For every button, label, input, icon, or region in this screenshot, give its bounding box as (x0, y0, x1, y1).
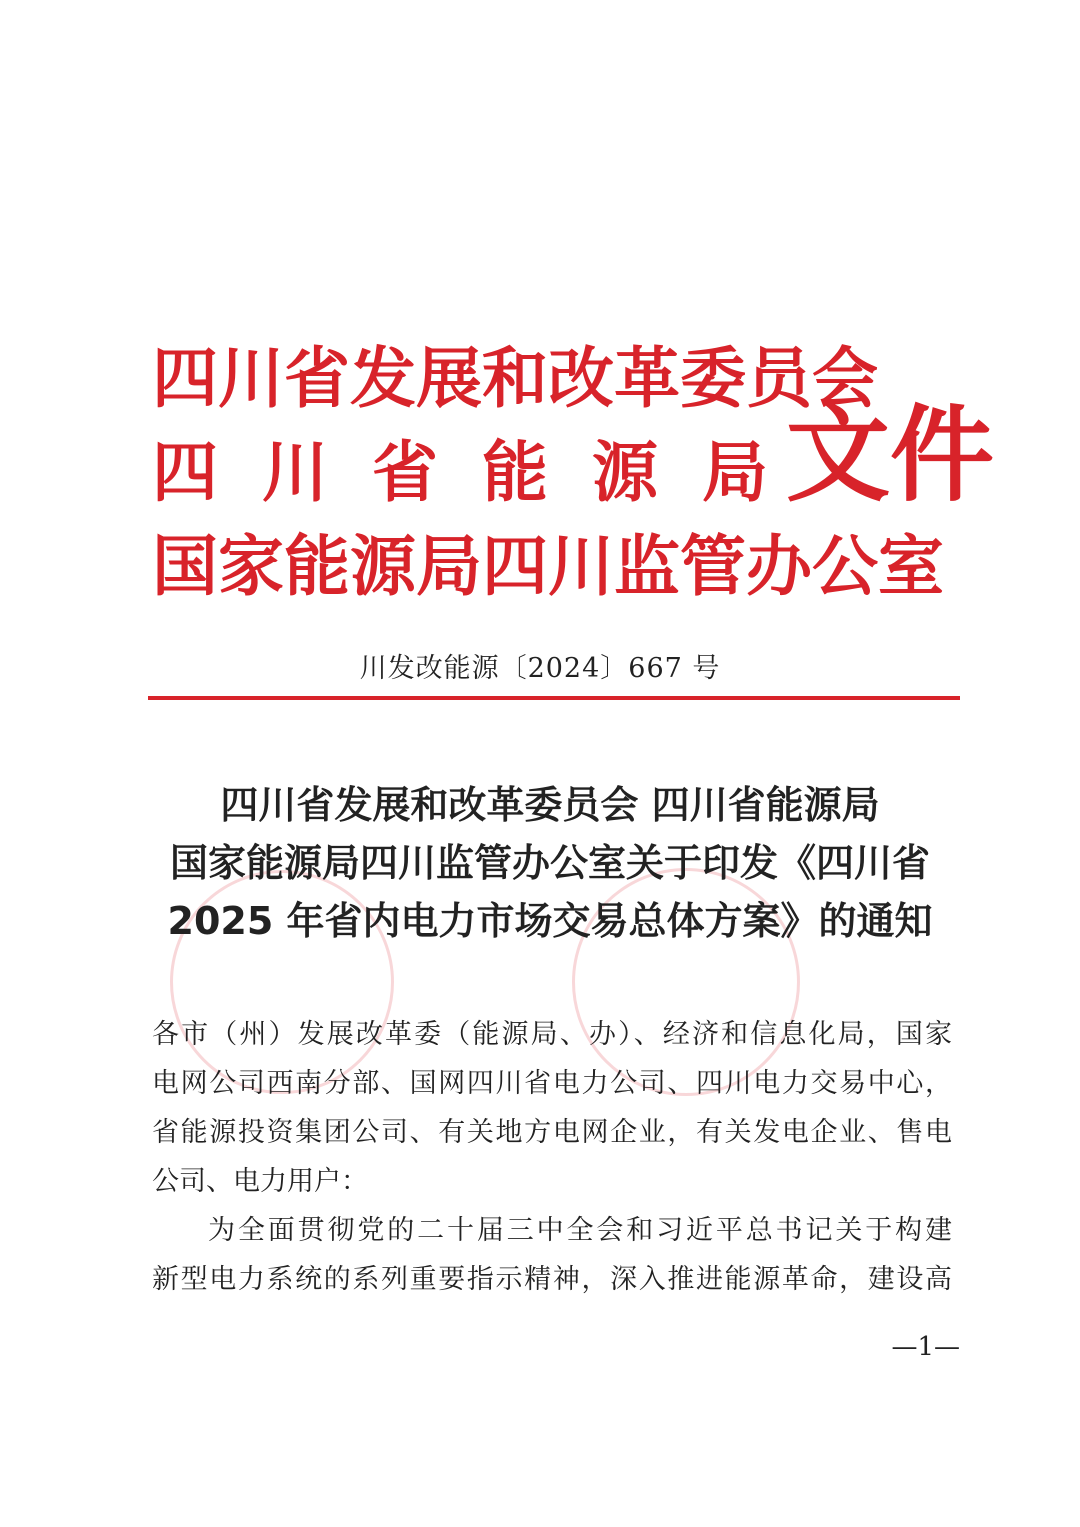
title-line: 四川省发展和改革委员会 四川省能源局 (220, 783, 880, 827)
issuer-char: 源 (592, 434, 658, 511)
document-body (152, 1010, 952, 1304)
title-line: 国家能源局四川监管办公室关于印发《四川省 (169, 841, 930, 885)
addressee-line: 公司、电力用户： (152, 1166, 368, 1197)
red-divider (148, 696, 960, 700)
issuer-ndrc: 四川省发展和改革委员会 (152, 340, 878, 417)
issuer-char: 局 (702, 434, 768, 511)
document-label: 文件 (786, 394, 995, 516)
page-number: —1— (891, 1332, 960, 1362)
paragraph-line: 新型电力系统的系列重要指示精神，深入推进能源革命，建设高 (152, 1264, 952, 1295)
issuer-nea-office: 国家能源局四川监管办公室 (152, 528, 944, 605)
issuer-char: 川 (262, 434, 328, 511)
addressee-line: 各市（州）发展改革委（能源局、办）、经济和信息化局，国家 (152, 1019, 952, 1050)
issuer-char: 省 (372, 434, 438, 511)
addressee-line: 省能源投资集团公司、有关地方电网企业，有关发电企业、售电 (152, 1117, 952, 1148)
document-title (140, 776, 960, 950)
paragraph-line: 为全面贯彻党的二十届三中全会和习近平总书记关于构建 (208, 1215, 952, 1246)
addressee-line: 电网公司西南分部、国网四川省电力公司、四川电力交易中心， (152, 1068, 952, 1099)
issuer-char: 四 (152, 434, 218, 511)
document-number: 川发改能源〔2024〕667 号 (359, 653, 721, 684)
issuer-char: 能 (482, 434, 548, 511)
title-line: 2025 年省内电力市场交易总体方案》的通知 (167, 899, 933, 943)
issuer-energy-bureau (152, 426, 768, 520)
